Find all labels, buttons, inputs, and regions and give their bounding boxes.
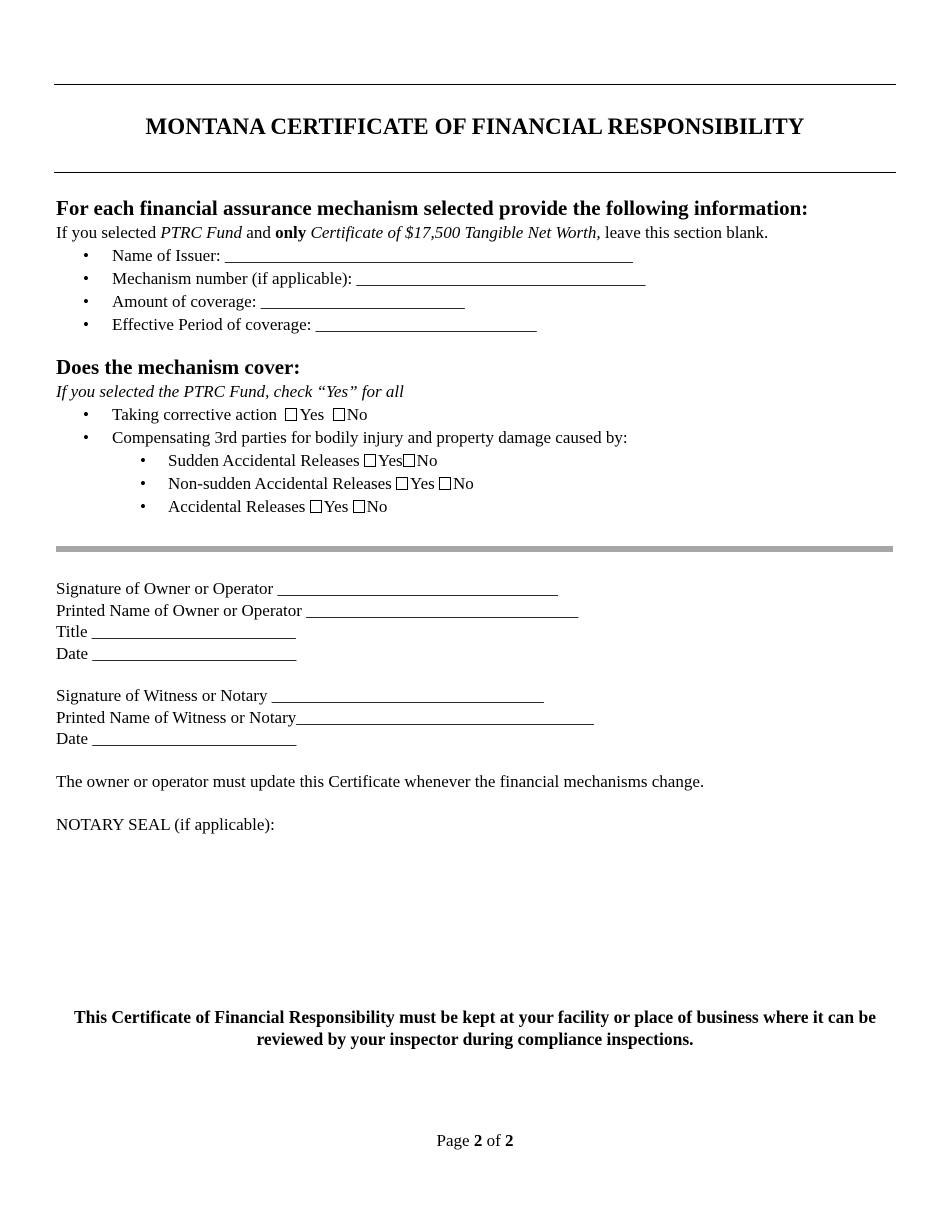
nonsudden-releases-label: Non-sudden Accidental Releases <box>168 474 392 493</box>
top-rule <box>54 84 896 85</box>
coverage-period-field[interactable]: • Effective Period of coverage: __________________________ <box>56 313 896 336</box>
sudden-releases-no-checkbox[interactable] <box>403 454 415 467</box>
notary-seal-label: NOTARY SEAL (if applicable): <box>56 815 275 834</box>
owner-signature-block <box>56 578 896 664</box>
yes-label: Yes <box>410 474 435 493</box>
section-heading-mechanism-info: For each financial assurance mechanism selected provide the following information: <box>56 196 809 220</box>
accidental-releases-yes-checkbox[interactable] <box>310 500 322 513</box>
mechanism-number-field[interactable]: • Mechanism number (if applicable): __________________________________ <box>56 267 896 290</box>
release-types-list <box>56 449 896 518</box>
current-page: 2 <box>473 1131 483 1150</box>
no-label: No <box>346 405 368 424</box>
owner-title-field[interactable]: Title ________________________ <box>56 622 296 641</box>
witness-printed-name-field[interactable]: Printed Name of Witness or Notary___________________________________ <box>56 707 594 727</box>
intro-ptrc-fund: PTRC Fund <box>160 223 243 242</box>
corrective-action-yes-checkbox[interactable] <box>285 408 297 421</box>
corrective-action-no-checkbox[interactable] <box>333 408 345 421</box>
witness-signature-block <box>56 685 896 750</box>
section-divider <box>56 546 893 552</box>
sudden-releases-label: Sudden Accidental Releases <box>168 451 360 470</box>
yes-label: Yes <box>299 405 325 424</box>
nonsudden-releases-yes-checkbox[interactable] <box>396 477 408 490</box>
no-label: No <box>366 497 388 516</box>
owner-printed-name-field[interactable]: Printed Name of Owner or Operator ________________________________ <box>56 600 579 620</box>
intro-text: If you selected <box>56 223 161 242</box>
sudden-releases-yes-checkbox[interactable] <box>364 454 376 467</box>
owner-signature-field[interactable]: Signature of Owner or Operator _________________________________ <box>56 579 558 598</box>
page-label: Page <box>436 1131 470 1150</box>
page-of: of <box>486 1131 501 1150</box>
coverage-list <box>56 403 896 449</box>
sudden-releases-item <box>56 449 896 472</box>
accidental-releases-label: Accidental Releases <box>168 497 306 516</box>
corrective-action-label: Taking corrective action <box>112 405 277 424</box>
accidental-releases-no-checkbox[interactable] <box>353 500 365 513</box>
nonsudden-releases-item <box>56 472 896 495</box>
footer-note: This Certificate of Financial Responsibility must be kept at your facility or place of business where it can be reviewed by your inspector during compliance inspections. <box>73 1007 877 1049</box>
owner-date-field[interactable]: Date ________________________ <box>56 643 297 663</box>
compensating-item: • Compensating 3rd parties for bodily injury and property damage caused by: <box>56 426 896 449</box>
corrective-action-item <box>56 403 896 426</box>
section-intro <box>56 221 896 244</box>
intro-net-worth: Certificate of $17,500 Tangible Net Worth, <box>310 223 601 242</box>
mechanism-info-section <box>56 195 896 336</box>
witness-date-field[interactable]: Date ________________________ <box>56 729 297 748</box>
no-label: No <box>453 474 474 493</box>
intro-only: only <box>275 223 307 242</box>
title-bottom-rule <box>54 172 896 173</box>
page-number <box>0 1131 950 1151</box>
issuer-name-field[interactable]: • Name of Issuer: ________________________________________________ <box>56 244 896 267</box>
total-pages: 2 <box>504 1131 514 1150</box>
coverage-amount-field[interactable]: • Amount of coverage: ________________________ <box>56 290 896 313</box>
update-note: The owner or operator must update this Certificate whenever the financial mechanisms change. <box>56 772 705 791</box>
intro-text: and <box>242 223 276 242</box>
witness-signature-field[interactable]: Signature of Witness or Notary ________________________________ <box>56 686 544 705</box>
no-label: No <box>416 451 438 470</box>
document-title: MONTANA CERTIFICATE OF FINANCIAL RESPONSIBILITY <box>145 114 805 139</box>
intro-text: leave this section blank. <box>600 223 769 242</box>
nonsudden-releases-no-checkbox[interactable] <box>439 477 451 490</box>
mechanism-fields-list <box>56 244 896 336</box>
section-heading-coverage: Does the mechanism cover: <box>56 355 301 379</box>
yes-label: Yes <box>377 451 403 470</box>
accidental-releases-item <box>56 495 896 518</box>
coverage-section <box>56 354 896 518</box>
yes-label: Yes <box>323 497 349 516</box>
coverage-note: If you selected the PTRC Fund, check “Yes” for all <box>56 382 404 401</box>
